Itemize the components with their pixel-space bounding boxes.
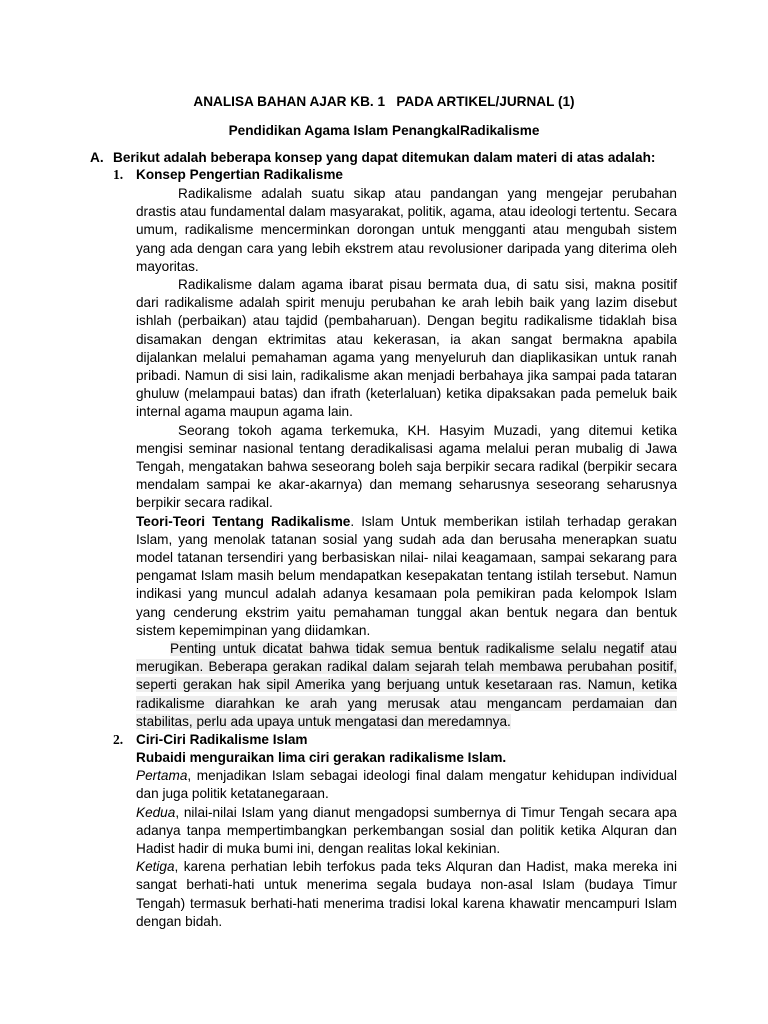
characteristic-2-label: Kedua bbox=[136, 804, 176, 820]
item-2-title: Ciri-Ciri Radikalisme Islam bbox=[136, 732, 308, 747]
item-2-body bbox=[136, 749, 677, 931]
item-1-number: 1. bbox=[113, 167, 124, 182]
item-1-heading bbox=[113, 167, 343, 183]
paragraph-hasyim-muzadi: Seorang tokoh agama terkemuka, KH. Hasyim Muzadi, yang ditemui ketika mengisi seminar nasional tentang deradikalisasi agama melalui peran mubalig di Jawa Tengah, mengatakan bahwa seseorang boleh saja berpikir secara radikal (berpikir secara mendalam sampai ke akar-akarnya) dan memang seharusnya seseorang seharusnya berpikir secara radikal. bbox=[136, 422, 677, 511]
document-title: ANALISA BAHAN AJAR KB. 1 PADA ARTIKEL/JURNAL (1) bbox=[193, 94, 575, 109]
characteristic-1-label: Pertama bbox=[136, 768, 188, 784]
section-a-heading bbox=[90, 150, 690, 165]
characteristic-1 bbox=[136, 767, 677, 803]
paragraph-religion: Radikalisme dalam agama ibarat pisau bermata dua, di satu sisi, makna positif dari radikalisme adalah spirit menuju perubahan ke arah lebih baik yang lazim disebut ishlah (perbaikan) atau tajdid (pembaharuan). Dengan begitu radikalisme tidaklah bisa disamakan dengan ektrimitas atau kekerasan, ia akan sangat bermakna apabila dijalankan melalui pemahaman agama yang menyeluruh dan diaplikasikan untuk ranah pribadi. Namun di sisi lain, radikalisme akan menjadi berbahaya jika sampai pada tataran ghuluw (melampaui batas) dan ifrath (keterlaluan) ketika dipaksakan pada pemeluk baik internal agama maupun agama lain. bbox=[136, 277, 677, 420]
item-2-number: 2. bbox=[113, 732, 124, 747]
characteristic-3 bbox=[136, 858, 677, 931]
characteristic-1-text: , menjadikan Islam sebagai ideologi final dalam mengatur kehidupan individual dan juga politik ketatanegaraan. bbox=[136, 768, 677, 802]
theories-text: . Islam Untuk memberikan istilah terhadap gerakan Islam, yang menolak tatanan sosial yang sudah ada dan berusaha menerapkan suatu model tatanan tersendiri yang berbasiskan nilai- nilai keagamaan, sampai sekarang para pengamat Islam masih belum mendapatkan kesepakatan tentang istilah tersebut. Namun indikasi yang muncul adalah adanya kesamaan pola pemikiran pada kelompok Islam yang cenderung ekstrim yaitu pemahaman tunggal akan bentuk negara dan bentuk sistem kepemimpinan yang diidamkan. bbox=[136, 513, 677, 638]
paragraph-note bbox=[136, 640, 677, 731]
section-a-text: Berikut adalah beberapa konsep yang dapat ditemukan dalam materi di atas adalah: bbox=[113, 150, 656, 165]
note-text: Penting untuk dicatat bahwa tidak semua bentuk radikalisme selalu negatif atau merugikan. Beberapa gerakan radikal dalam sejarah telah membawa perubahan positif, seperti gerakan hak sipil Amerika yang berjuang untuk kesetaraan ras. Namun, ketika radikalisme diarahkan ke arah yang merusak atau mengancam perdamaian dan stabilitas, perlu ada upaya untuk mengatasi dan meredamnya. bbox=[136, 641, 677, 729]
paragraph-theories bbox=[136, 513, 677, 640]
document-subtitle: Pendidikan Agama Islam PenangkalRadikalisme bbox=[228, 123, 540, 138]
characteristic-3-label: Ketiga bbox=[136, 859, 175, 875]
item-2-intro: Rubaidi menguraikan lima ciri gerakan radikalisme Islam. bbox=[136, 750, 507, 765]
characteristic-3-text: , karena perhatian lebih terfokus pada teks Alquran dan Hadist, maka mereka ini sangat berhati-hati untuk menerima segala budaya non-asal Islam (budaya Timur Tengah) termasuk berhati-hati menerima tradisi lokal karena khawatir mencampuri Islam dengan bidah. bbox=[136, 859, 677, 929]
section-a-marker: A. bbox=[90, 150, 104, 165]
theories-heading: Teori-Teori Tentang Radikalisme bbox=[136, 513, 351, 529]
item-1-title: Konsep Pengertian Radikalisme bbox=[136, 167, 343, 182]
characteristic-2-text: , nilai-nilai Islam yang dianut mengadopsi sumbernya di Timur Tengah secara apa adanya tanpa mempertimbangkan perkembangan sosial dan politik ketika Alquran dan Hadist hadir di muka bumi ini, dengan realitas lokal kekinian. bbox=[136, 804, 677, 857]
item-1-body bbox=[136, 185, 677, 731]
paragraph-definition: Radikalisme adalah suatu sikap atau pandangan yang mengejar perubahan drastis atau fundamental dalam masyarakat, politik, agama, atau ideologi tertentu. Secara umum, radikalisme mencerminkan dorongan untuk mengganti atau mengubah sistem yang ada dengan cara yang lebih ekstrem atau revolusioner daripada yang diterima oleh mayoritas. bbox=[136, 186, 677, 274]
characteristic-2 bbox=[136, 804, 677, 859]
item-2-heading bbox=[113, 732, 308, 748]
